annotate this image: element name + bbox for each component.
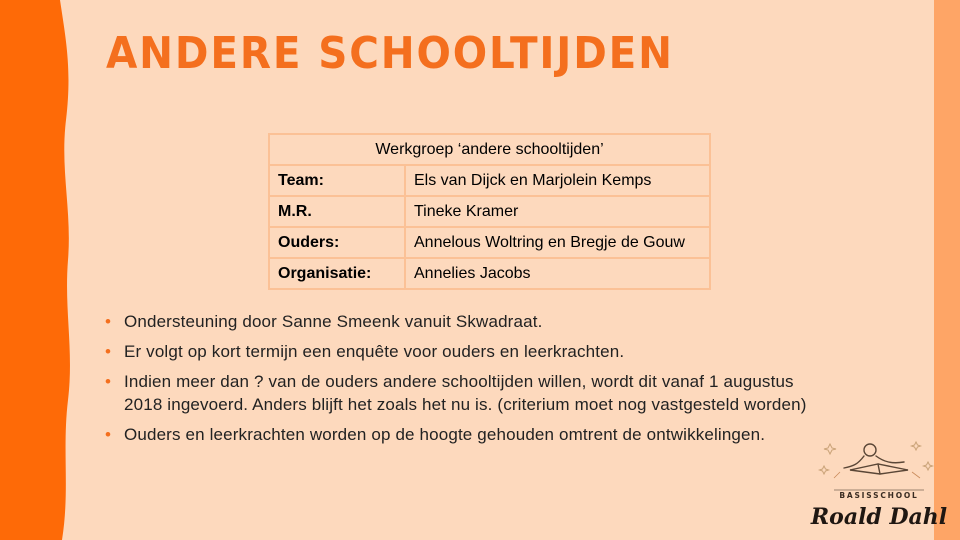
bullet-item xyxy=(105,340,825,363)
bullet-item xyxy=(105,423,825,446)
row-value: Annelies Jacobs xyxy=(405,258,710,289)
workgroup-table xyxy=(268,133,711,290)
row-value: Els van Dijck en Marjolein Kemps xyxy=(405,165,710,196)
bullet-icon: • xyxy=(105,425,112,444)
table-caption: Werkgroep ‘andere schooltijden’ xyxy=(269,134,710,165)
bullet-item xyxy=(105,370,825,416)
table-row xyxy=(269,227,710,258)
slide-title: ANDERE SCHOOLTIJDEN xyxy=(106,28,674,79)
left-decorative-band xyxy=(0,0,78,540)
table-row xyxy=(269,258,710,289)
row-value: Tineke Kramer xyxy=(405,196,710,227)
bullet-icon: • xyxy=(105,312,112,331)
school-logo xyxy=(810,436,948,536)
bullet-item xyxy=(105,310,825,333)
bullet-icon: • xyxy=(105,372,112,391)
row-label: Team: xyxy=(269,165,405,196)
bullet-text: Ouders en leerkrachten worden op de hoogte gehouden omtrent de ontwikkelingen. xyxy=(124,425,766,444)
row-label: Organisatie: xyxy=(269,258,405,289)
logo-top-text: BASISSCHOOL xyxy=(839,491,919,500)
row-label: M.R. xyxy=(269,196,405,227)
table-row xyxy=(269,196,710,227)
table-row xyxy=(269,165,710,196)
bullet-text: Er volgt op kort termijn een enquête voor ouders en leerkrachten. xyxy=(124,342,625,361)
row-value: Annelous Woltring en Bregje de Gouw xyxy=(405,227,710,258)
row-label: Ouders: xyxy=(269,227,405,258)
bullet-icon: • xyxy=(105,342,112,361)
bullet-text: Ondersteuning door Sanne Smeenk vanuit Skwadraat. xyxy=(124,312,543,331)
table-caption-row xyxy=(269,134,710,165)
bullet-text: Indien meer dan ? van de ouders andere schooltijden willen, wordt dit vanaf 1 augustus 2018 ingevoerd. Anders blijft het zoals het nu is. (criterium moet nog vastgesteld worden) xyxy=(124,372,807,414)
bullet-list xyxy=(105,310,825,453)
logo-signature: Roald Dahl xyxy=(810,504,948,530)
